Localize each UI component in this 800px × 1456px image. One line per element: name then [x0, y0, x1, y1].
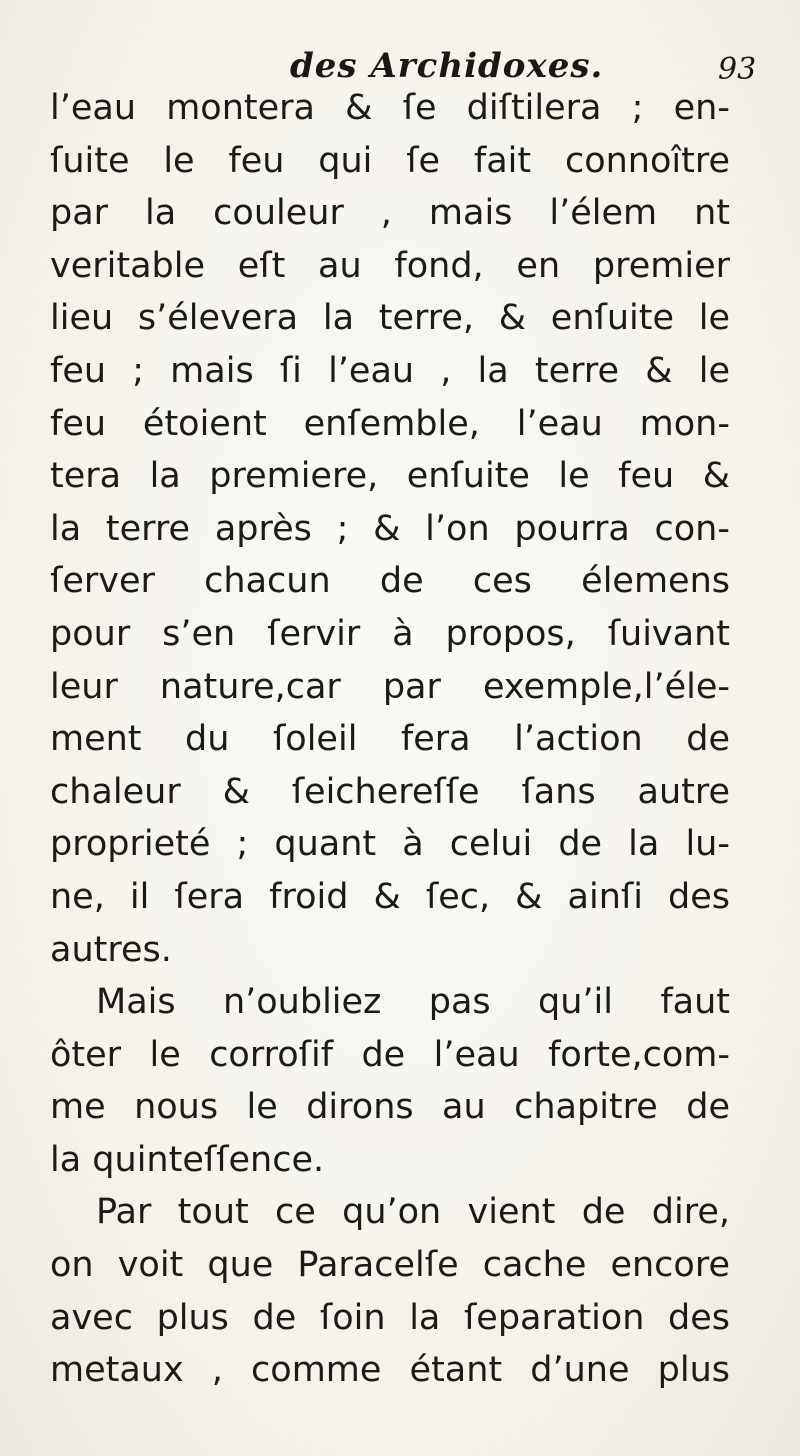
- text-line: ne, il ſera froid & ſec, & ainſi des: [50, 876, 730, 917]
- text-line: feu étoient enſemble, l’eau mon-: [50, 403, 730, 444]
- text-line: ſerver chacun de ces élemens: [50, 561, 730, 602]
- text-line: Par tout ce qu’on vient de dire,: [96, 1192, 730, 1233]
- text-line: ôter le corroſif de l’eau forte,com-: [50, 1034, 730, 1075]
- text-line: feu ; mais ſi l’eau , la terre & le: [50, 350, 730, 391]
- page-number: 93: [718, 52, 757, 87]
- text-line: par la couleur , mais l’élem nt: [50, 193, 730, 234]
- text-line: la terre après ; & l’on pourra con-: [50, 508, 730, 549]
- text-line: veritable eſt au fond, en premier: [50, 245, 730, 286]
- text-line: tera la premiere, enſuite le feu &: [50, 456, 730, 497]
- running-head: des Archidoxes.: [290, 46, 604, 86]
- text-line: pour s’en ſervir à propos, ſuivant: [50, 613, 730, 654]
- text-line: Mais n’oubliez pas qu’il faut: [96, 982, 730, 1023]
- text-line: me nous le dirons au chapitre de: [50, 1087, 730, 1128]
- text-line: la quinteſſence.: [50, 1139, 325, 1180]
- text-line: on voit que Paracelſe cache encore: [50, 1245, 730, 1286]
- text-line: chaleur & ſeichereſſe ſans autre: [50, 771, 730, 812]
- text-line: ſuite le feu qui ſe fait connoître: [50, 140, 730, 181]
- text-line: autres.: [50, 929, 172, 970]
- text-line: ment du ſoleil fera l’action de: [50, 719, 730, 760]
- text-line: proprieté ; quant à celui de la lu-: [50, 824, 730, 865]
- text-line: lieu s’élevera la terre, & enſuite le: [50, 298, 730, 339]
- text-line: avec plus de ſoin la ſeparation des: [50, 1297, 730, 1338]
- text-line: metaux , comme étant d’une plus: [50, 1350, 730, 1391]
- text-line: l’eau montera & ſe diſtilera ; en-: [50, 88, 730, 128]
- text-line: leur nature,car par exemple,l’éle-: [50, 666, 730, 707]
- body-text: [50, 82, 730, 1397]
